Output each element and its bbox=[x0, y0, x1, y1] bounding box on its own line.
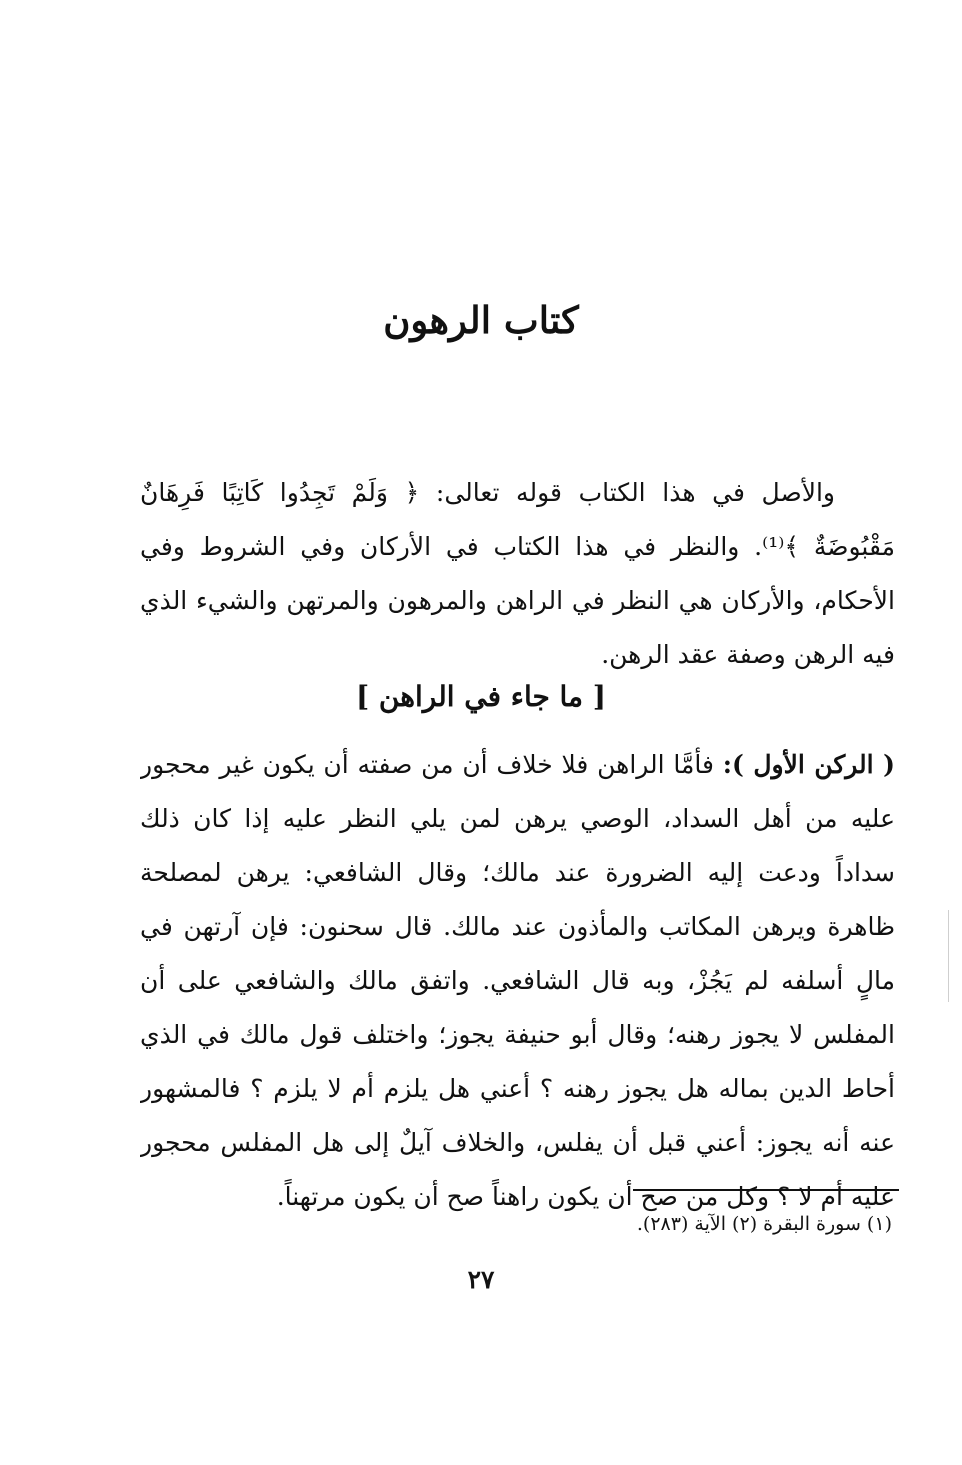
scan-edge-mark bbox=[948, 910, 949, 1002]
body-line: أحاط الدين بماله هل يجوز رهنه ؟ أعني هل يلزم أم لا يلزم ؟ فالمشهور bbox=[140, 1074, 895, 1103]
page-number: ٢٧ bbox=[467, 1265, 495, 1294]
body-line: ظاهرة ويرهن المكاتب والمأذون عند مالك. قال سحنون: فإن آرتهن في bbox=[140, 912, 895, 941]
intro-line: والأصل في هذا الكتاب قوله تعالى: ﴿ وَلَمْ تَجِدُوا كَاتِبًا فَرِهَانٌ bbox=[140, 478, 835, 507]
intro-line: مَقْبُوضَةٌ ﴾⁽¹⁾. والنظر في هذا الكتاب في الأركان وفي الشروط وفي bbox=[140, 532, 895, 561]
footnote-divider bbox=[633, 1189, 899, 1191]
intro-line: الأحكام، والأركان هي النظر في الراهن والمرهون والمرتهن والشيء الذي bbox=[140, 586, 895, 615]
body-line: مالٍ أسلفه لم يَجُزْ، وبه قال الشافعي. واتفق مالك والشافعي على أن bbox=[140, 966, 895, 995]
pillar-label: ( الركن الأول ): bbox=[722, 750, 895, 779]
body-line: سداداً ودعت إليه الضرورة عند مالك؛ وقال الشافعي: يرهن لمصلحة bbox=[140, 858, 895, 887]
body-line: عليه من أهل السداد، الوصي يرهن لمن يلي النظر عليه إذا كان ذلك bbox=[140, 804, 895, 833]
footnote: (١) سورة البقرة (٢) الآية (٢٨٣). bbox=[636, 1213, 892, 1235]
body-line: المفلس لا يجوز رهنه؛ وقال أبو حنيفة يجوز؛ واختلف قول مالك في الذي bbox=[140, 1020, 895, 1049]
section-heading: [ ما جاء في الراهن ] bbox=[355, 680, 607, 713]
chapter-title: كتاب الرهون bbox=[383, 298, 579, 342]
body-line-first bbox=[140, 738, 895, 792]
intro-line: فيه الرهن وصفة عقد الرهن. bbox=[601, 640, 895, 669]
body-paragraph bbox=[140, 738, 895, 1224]
body-line: عليه أم لا ؟ وكل من صح أن يكون راهناً صح أن يكون مرتهناً. bbox=[276, 1182, 895, 1211]
body-line: عنه أنه يجوز: أعني قبل أن يفلس، والخلاف آيلٌ إلى هل المفلس محجور bbox=[140, 1128, 895, 1157]
intro-paragraph bbox=[140, 466, 895, 682]
body-first-line-text: فأمَّا الراهن فلا خلاف أن من صفته أن يكون غير محجور bbox=[140, 750, 714, 779]
